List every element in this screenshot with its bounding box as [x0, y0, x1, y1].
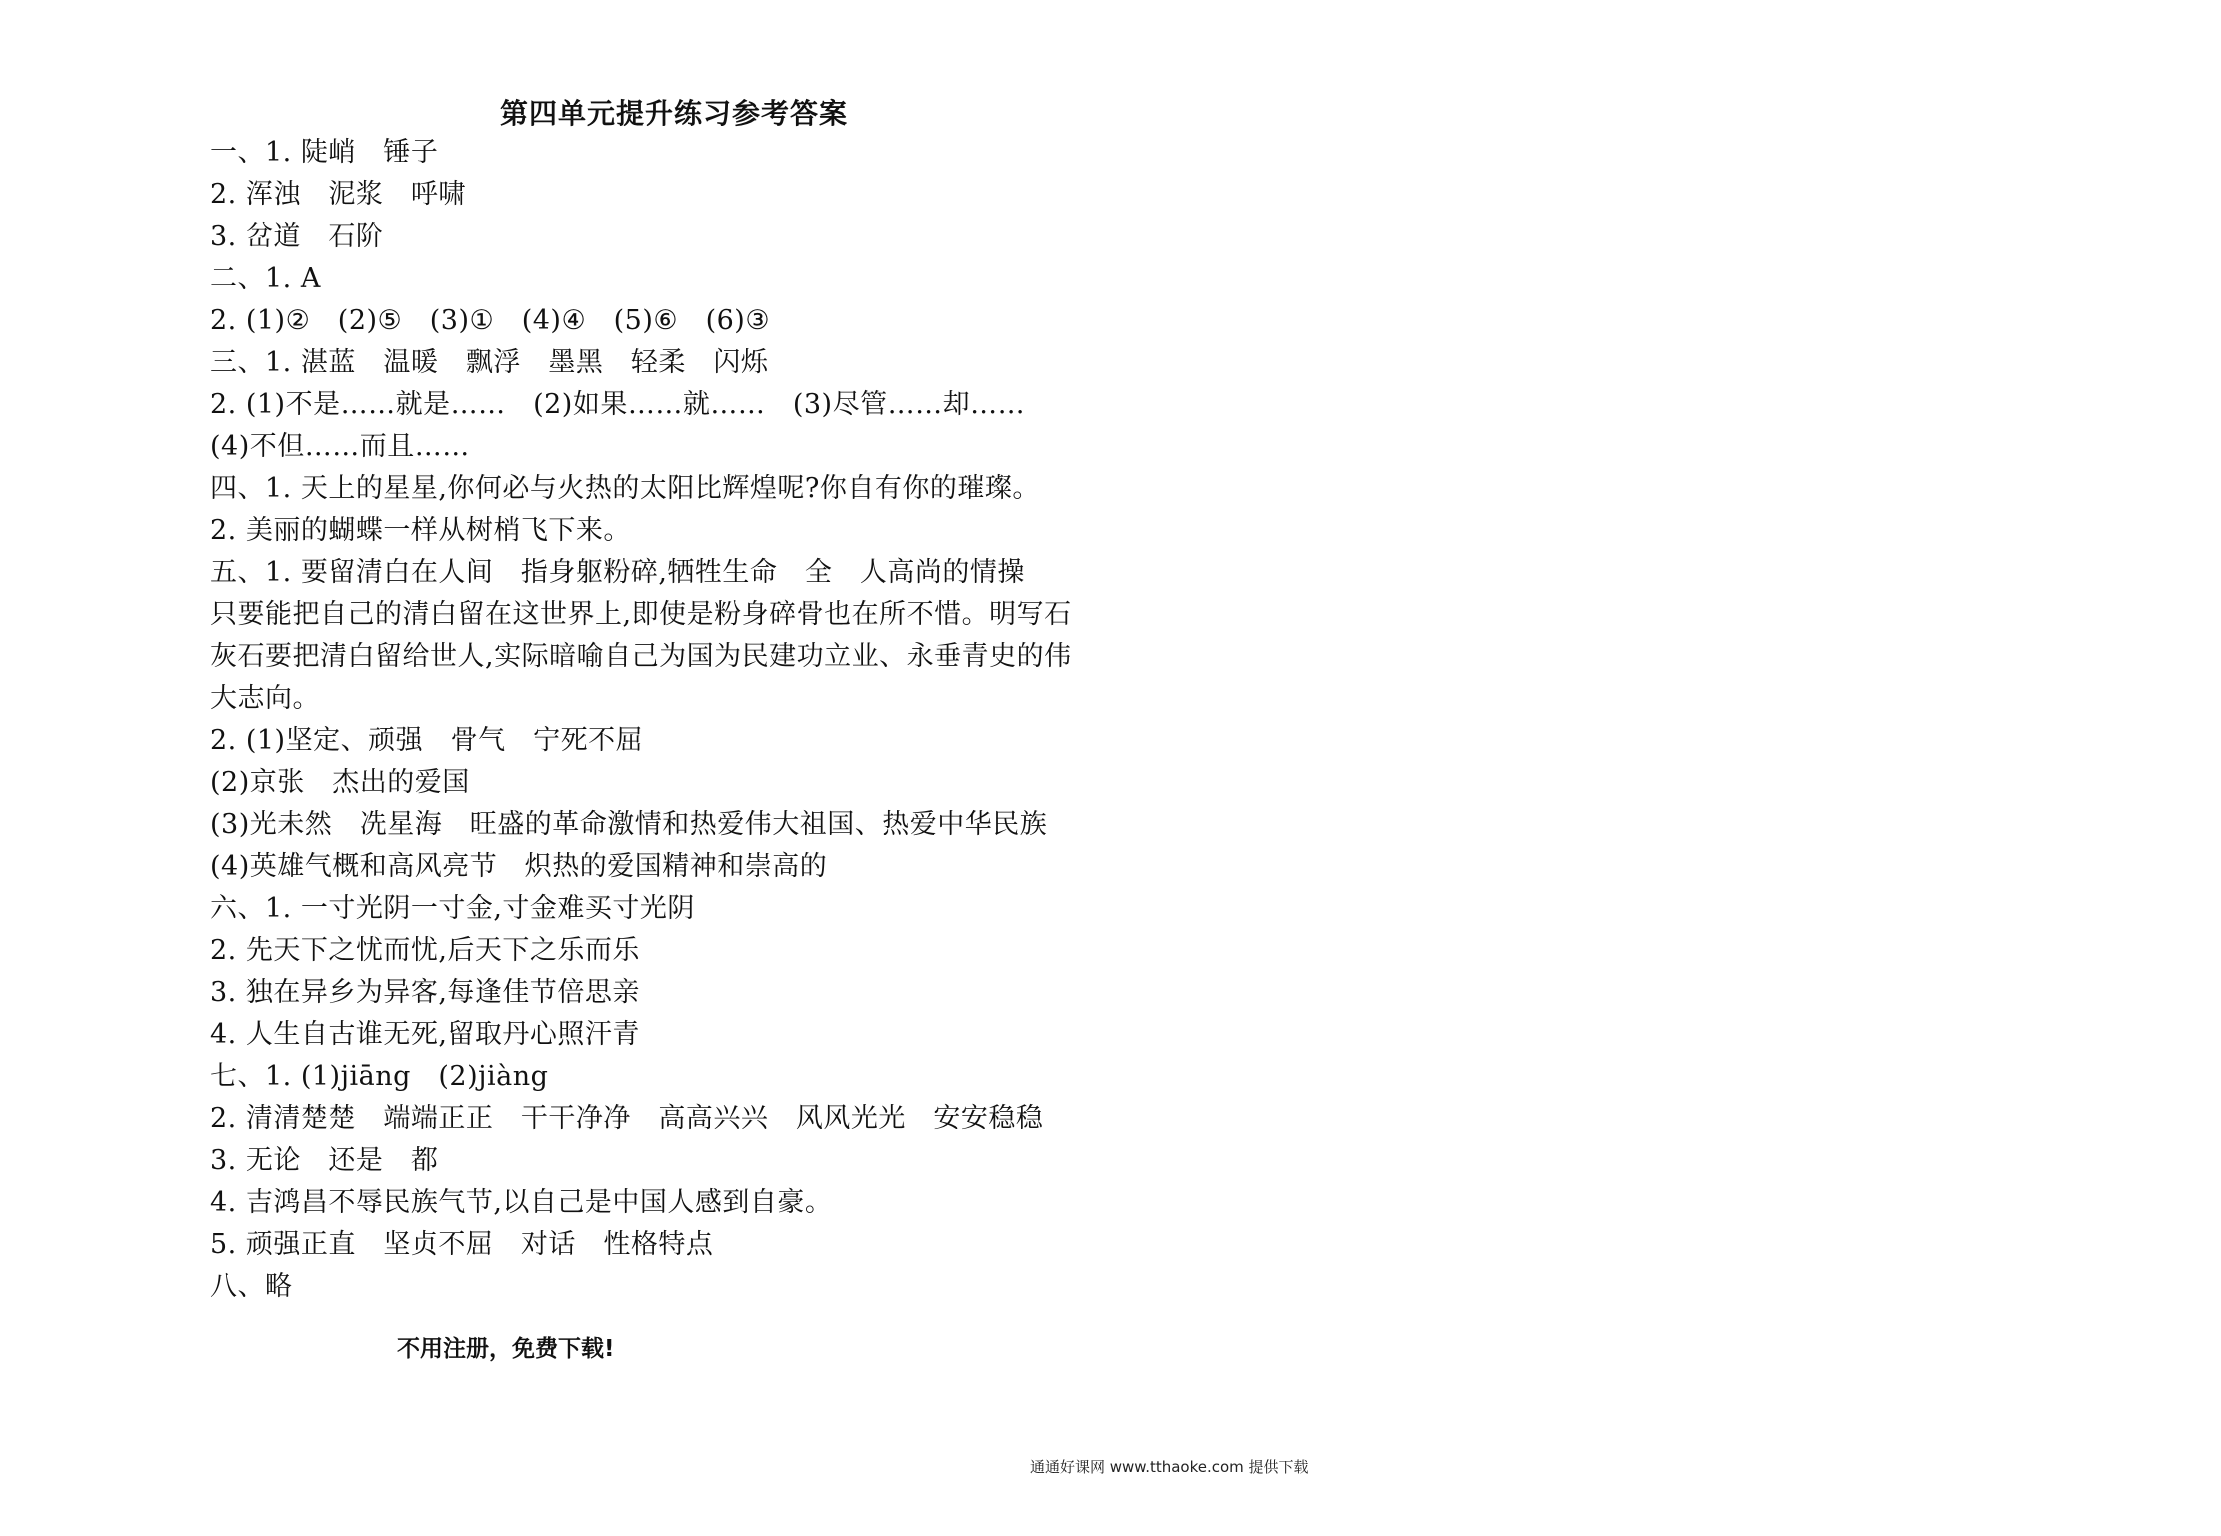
- answer-line: 2. (1)② (2)⑤ (3)① (4)④ (5)⑥ (6)③: [210, 305, 771, 336]
- answer-line: (4)不但……而且……: [210, 431, 470, 462]
- answer-line: 只要能把自己的清白留在这世界上,即使是粉身碎骨也在所不惜。明写石: [210, 599, 1072, 630]
- answer-line: 八、略: [210, 1271, 293, 1302]
- document-title: 第四单元提升练习参考答案: [500, 97, 849, 130]
- answer-line: 2. 清清楚楚 端端正正 干干净净 高高兴兴 风风光光 安安稳稳: [210, 1103, 1044, 1134]
- answer-line: 2. (1)坚定、顽强 骨气 宁死不屈: [210, 725, 644, 756]
- answer-line: 三、1. 湛蓝 温暖 飘浮 墨黑 轻柔 闪烁: [210, 347, 769, 378]
- answer-line: 七、1. (1)jiāng (2)jiàng: [210, 1061, 549, 1092]
- answer-line: 4. 吉鸿昌不辱民族气节,以自己是中国人感到自豪。: [210, 1187, 833, 1218]
- answer-line: 2. 美丽的蝴蝶一样从树梢飞下来。: [210, 515, 631, 546]
- answer-line: 二、1. A: [210, 263, 321, 294]
- answer-line: 3. 岔道 石阶: [210, 221, 384, 252]
- answer-line: 四、1. 天上的星星,你何必与火热的太阳比辉煌呢?你自有你的璀璨。: [210, 473, 1040, 504]
- answer-line: 大志向。: [210, 683, 320, 714]
- answer-line: 五、1. 要留清白在人间 指身躯粉碎,牺牲生命 全 人高尚的情操: [210, 557, 1025, 588]
- answer-line: 2. (1)不是……就是…… (2)如果……就…… (3)尽管……却……: [210, 389, 1026, 420]
- answer-line: 5. 顽强正直 坚贞不屈 对话 性格特点: [210, 1229, 714, 1260]
- answer-line: 3. 独在异乡为异客,每逢佳节倍思亲: [210, 977, 640, 1008]
- answer-line: 4. 人生自古谁无死,留取丹心照汗青: [210, 1019, 640, 1050]
- answer-line: 灰石要把清白留给世人,实际暗喻自己为国为民建功立业、永垂青史的伟: [210, 641, 1072, 672]
- answer-line: 2. 先天下之忧而忧,后天下之乐而乐: [210, 935, 640, 966]
- answer-line: 六、1. 一寸光阴一寸金,寸金难买寸光阴: [210, 893, 695, 924]
- answer-list: [210, 132, 1210, 1308]
- answer-line: (3)光未然 冼星海 旺盛的革命激情和热爱伟大祖国、热爱中华民族: [210, 809, 1048, 840]
- download-notice: 不用注册，免费下载!: [397, 1336, 615, 1362]
- answer-line: 一、1. 陡峭 锤子: [210, 137, 439, 168]
- answer-line: 2. 浑浊 泥浆 呼啸: [210, 179, 466, 210]
- answer-line: (2)京张 杰出的爱国: [210, 767, 470, 798]
- answer-line: 3. 无论 还是 都: [210, 1145, 439, 1176]
- answer-line: (4)英雄气概和高风亮节 炽热的爱国精神和崇高的: [210, 851, 828, 882]
- page-footer: 通通好课网 www.tthaoke.com 提供下载: [1030, 1458, 1309, 1476]
